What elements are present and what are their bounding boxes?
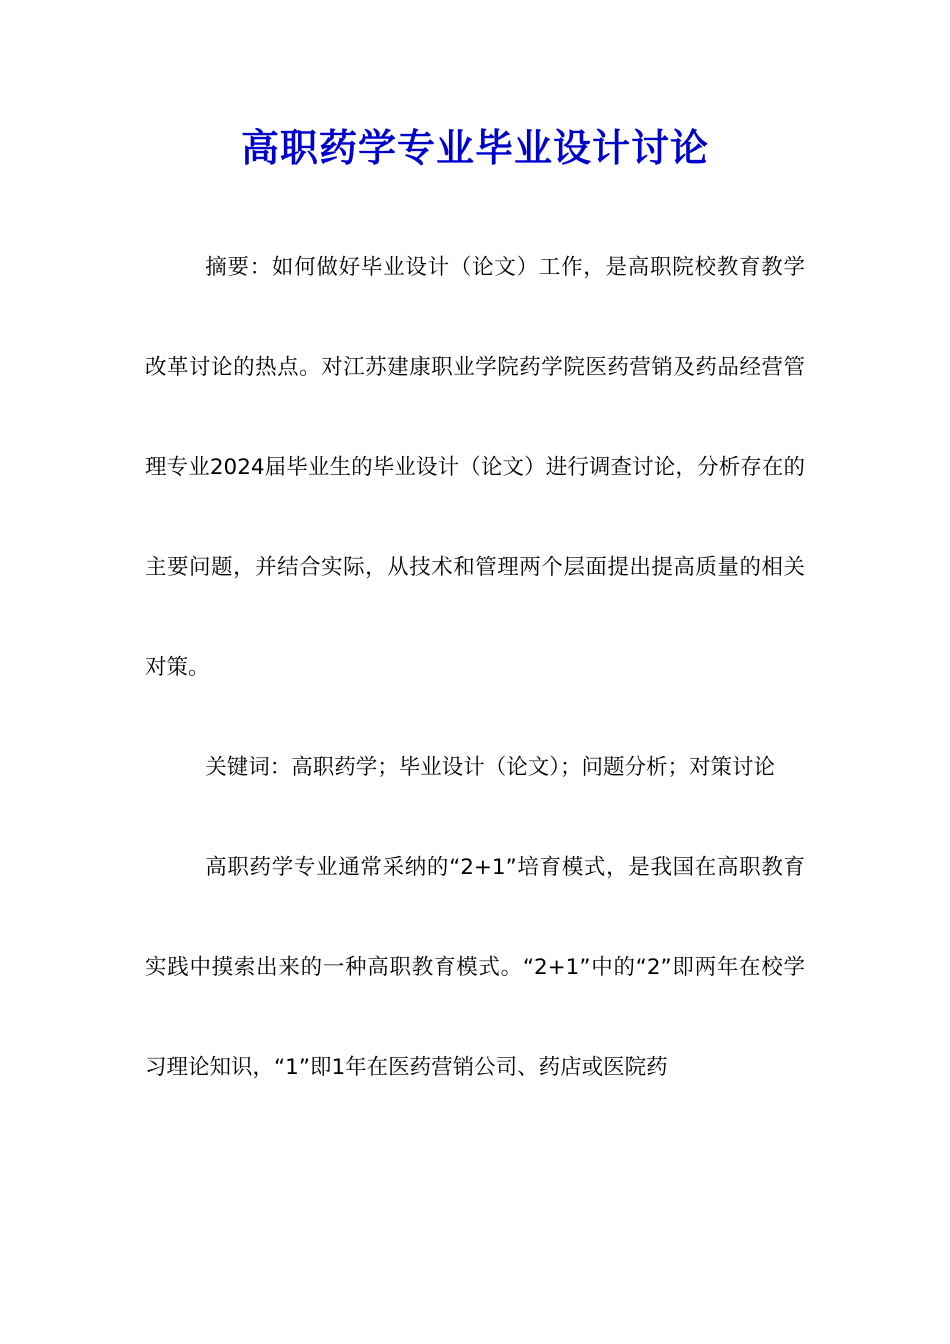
document-title: 高职药学专业毕业设计讨论 xyxy=(240,125,709,170)
keywords-paragraph: 关键词：高职药学；毕业设计（论文）；问题分析；对策讨论 xyxy=(205,755,775,780)
abstract-paragraph: 摘要：如何做好毕业设计（论文）工作，是高职院校教育教学改革讨论的热点。对江苏建康职业学院药学院医药营销及药品经营管理专业2024届毕业生的毕业设计（论文）进行调查讨论，分析存在的主要问题，并结合实际，从技术和管理两个层面提出提高质量的相关对策。 xyxy=(145,255,805,680)
body-paragraph: 高职药学专业通常采纳的“2+1”培育模式，是我国在高职教育实践中摸索出来的一种高职教育模式。“2+1”中的“2”即两年在校学习理论知识，“1”即1年在医药营销公司、药店或医院药 xyxy=(145,855,805,1080)
document-body xyxy=(145,218,805,1118)
